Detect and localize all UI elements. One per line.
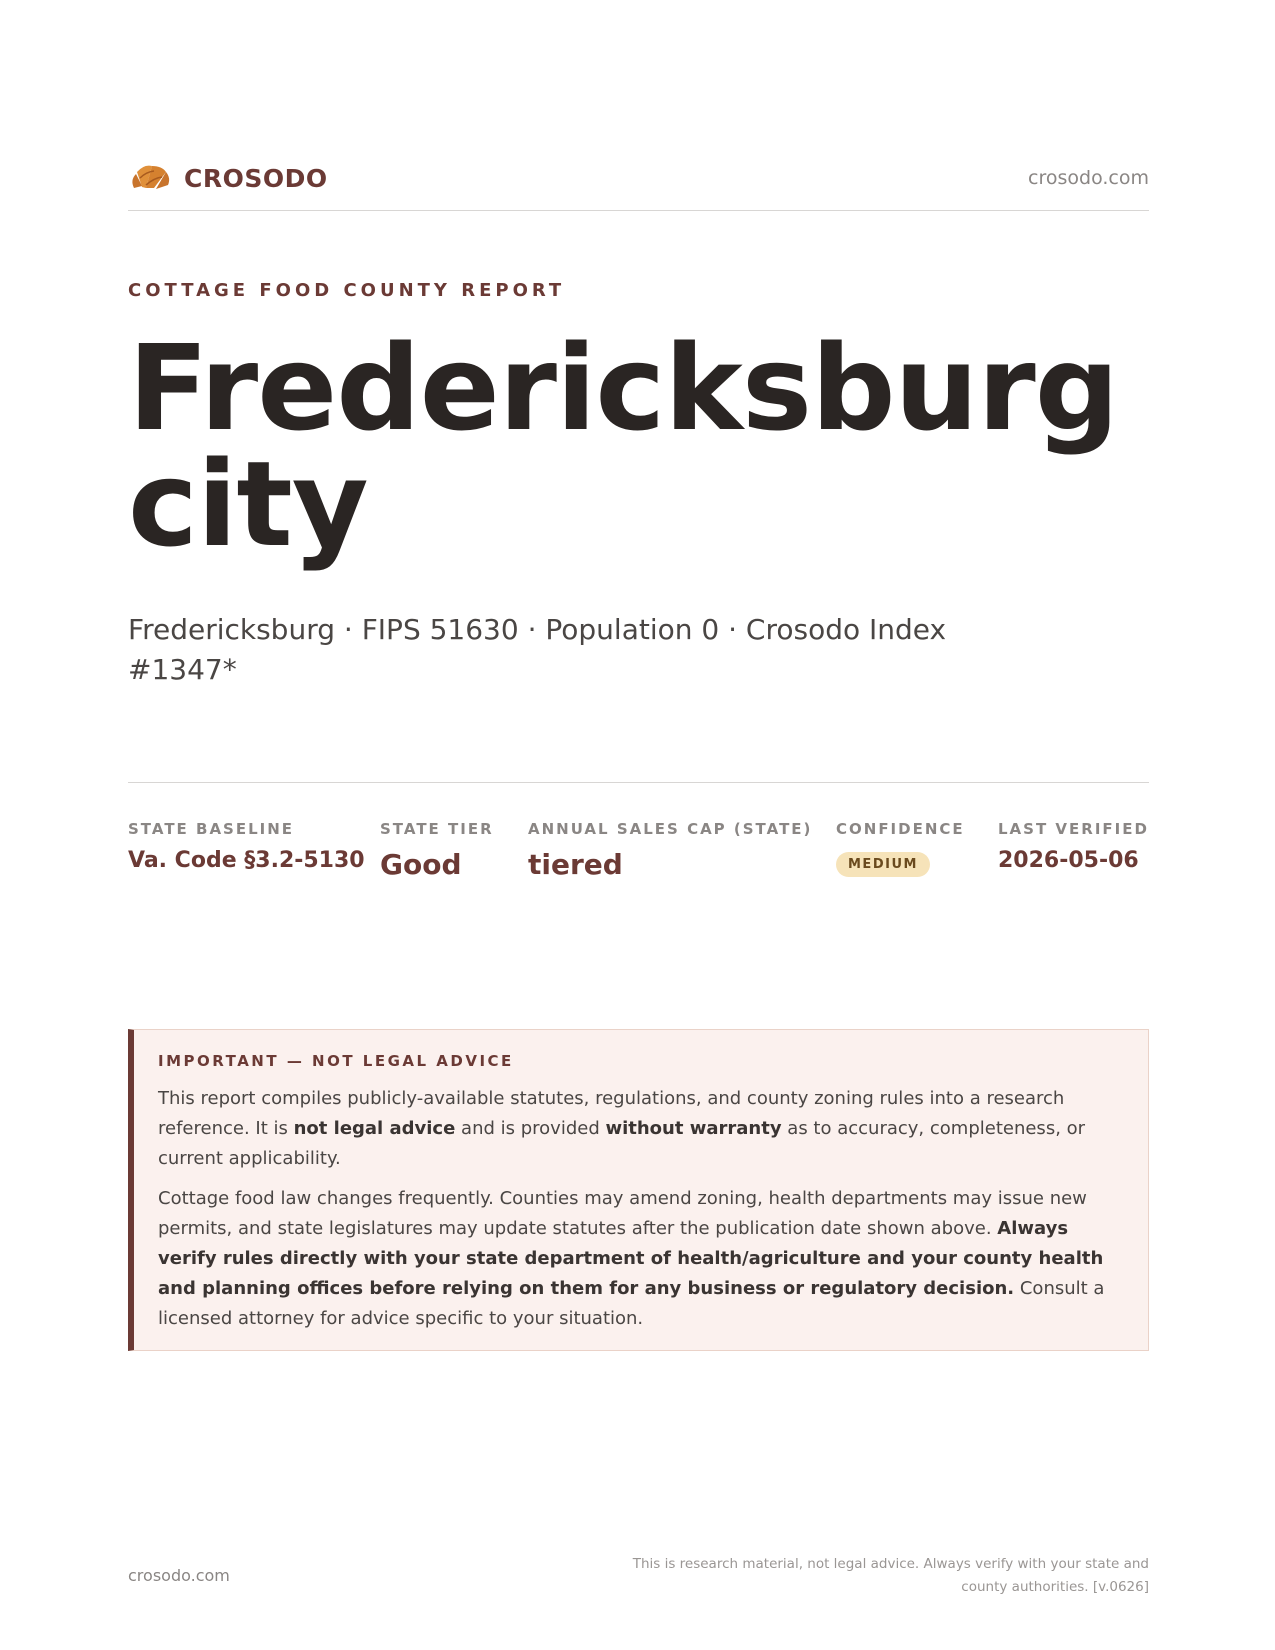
stat-state-tier <box>380 820 494 881</box>
notice-emphasis: Always verify rules directly with your state department of health/agriculture and your county health and planning offices before relying on them for any business or regulatory decision. <box>158 1218 1104 1299</box>
stat-label: LAST VERIFIED <box>998 820 1149 838</box>
report-subtitle: Fredericksburg · FIPS 51630 · Population 0 · Crosodo Index #1347* <box>128 613 947 686</box>
stats-row <box>128 820 1149 900</box>
stat-value: 2026-05-06 <box>998 848 1139 873</box>
stat-label: CONFIDENCE <box>836 820 965 838</box>
stat-value: tiered <box>528 848 623 881</box>
header-site-link[interactable]: crosodo.com <box>1028 167 1149 189</box>
stat-value: Good <box>380 848 462 881</box>
section-divider <box>128 782 1149 783</box>
confidence-badge: MEDIUM <box>836 852 930 877</box>
stat-label: STATE TIER <box>380 820 494 838</box>
stat-state-baseline <box>128 820 365 873</box>
footer-site-link[interactable]: crosodo.com <box>128 1566 230 1585</box>
stat-value: Va. Code §3.2-5130 <box>128 848 365 873</box>
stat-label: ANNUAL SALES CAP (STATE) <box>528 820 813 838</box>
brand[interactable] <box>128 158 328 198</box>
notice-paragraph-2 <box>158 1184 1124 1334</box>
croissant-icon <box>128 158 172 198</box>
notice-emphasis: not legal advice <box>293 1118 456 1139</box>
notice-paragraph-1 <box>158 1084 1124 1174</box>
notice-title: IMPORTANT — NOT LEGAL ADVICE <box>158 1052 514 1070</box>
notice-emphasis: without warranty <box>605 1118 782 1139</box>
stat-annual-sales-cap <box>528 820 812 881</box>
report-page <box>128 0 1149 1650</box>
page-title: Fredericksburg city <box>128 319 1119 573</box>
stat-last-verified <box>998 820 1149 873</box>
brand-name: CROSODO <box>184 163 328 193</box>
notice-text: Cottage food law changes frequently. Counties may amend zoning, health departments may issue new permits, and state legislatures may update statutes after the publication date shown above. <box>158 1188 1087 1239</box>
report-eyebrow: COTTAGE FOOD COUNTY REPORT <box>128 280 566 301</box>
notice-text: This report compiles publicly-available statutes, regulations, and county zoning rules into a research reference. It is <box>158 1088 1065 1139</box>
stat-confidence <box>836 820 965 877</box>
notice-text: as to accuracy, completeness, or current applicability. <box>158 1118 1086 1169</box>
footer-disclaimer: This is research material, not legal advice. Always verify with your state and county authorities. [v.0626] <box>632 1556 1149 1595</box>
legal-notice <box>128 1029 1149 1351</box>
header-divider <box>128 210 1149 211</box>
notice-text: Consult a licensed attorney for advice specific to your situation. <box>158 1278 1105 1329</box>
stat-label: STATE BASELINE <box>128 820 295 838</box>
notice-text: and is provided <box>455 1118 606 1139</box>
